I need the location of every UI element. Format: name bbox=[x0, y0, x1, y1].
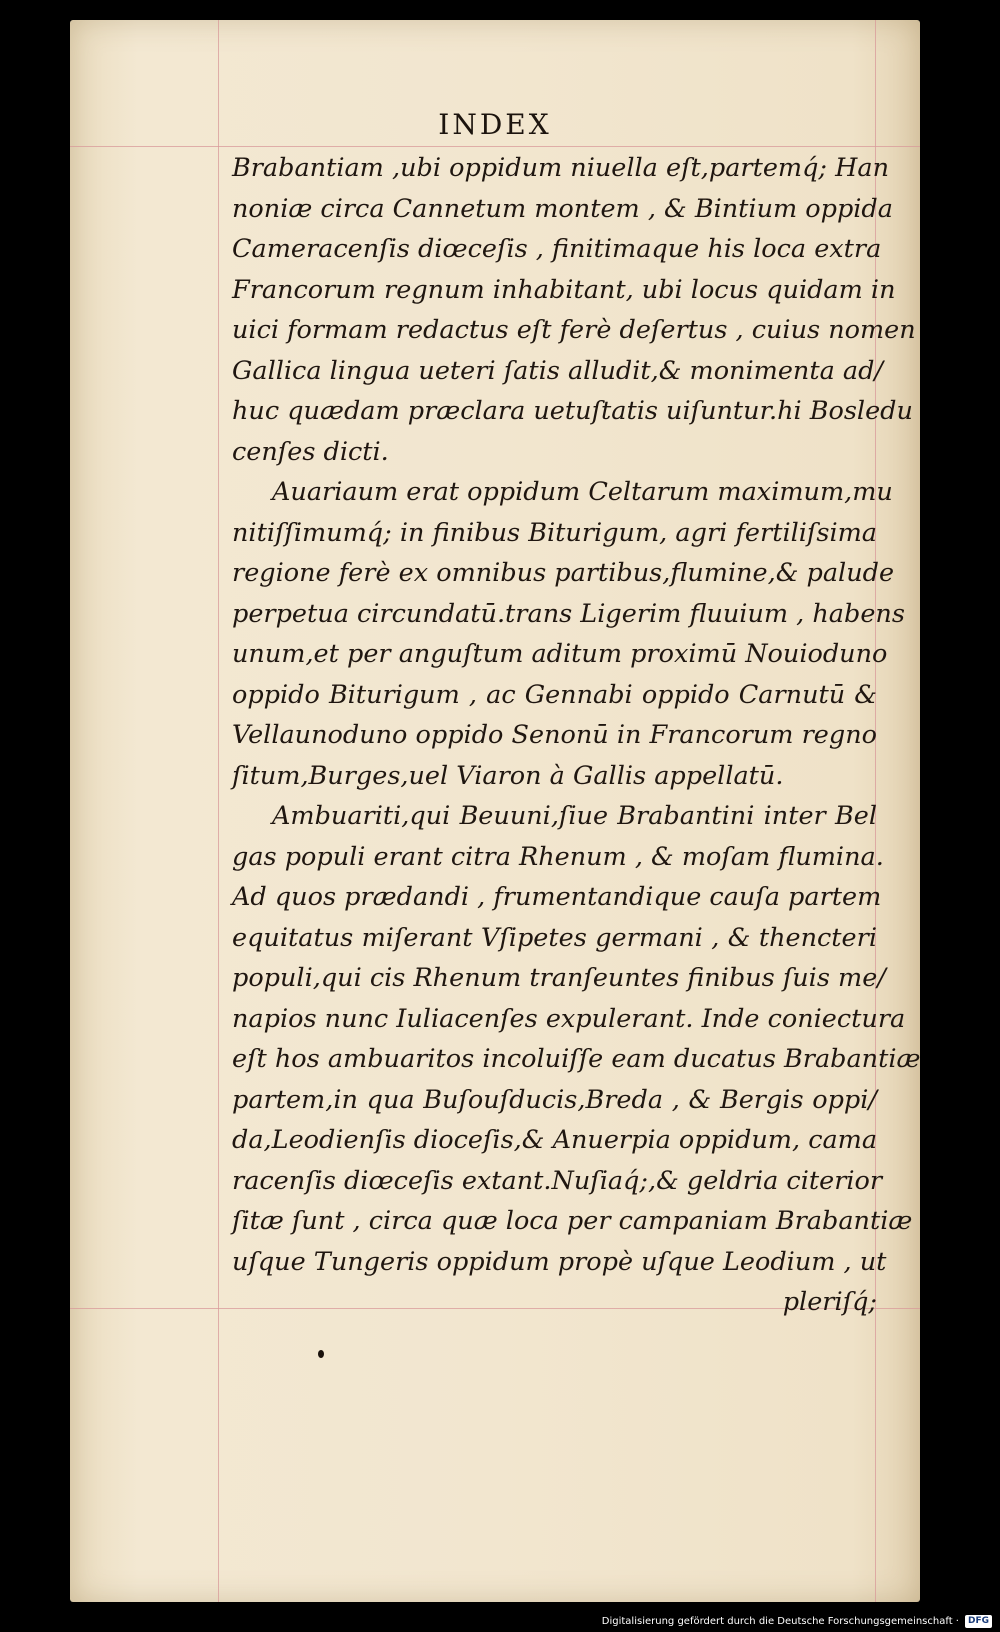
text-line: cenſes dicti. bbox=[232, 436, 389, 467]
text-line: Ad quos prædandi , frumentandique cauſa partem bbox=[232, 882, 882, 912]
text-line: Vellaunoduno oppido Senonū in Francorum regno bbox=[232, 720, 877, 750]
margin-rule-top bbox=[70, 146, 920, 147]
text-line: noniæ circa Cannetum montem , & Bintium oppida bbox=[232, 193, 893, 224]
running-title: INDEX bbox=[438, 108, 552, 141]
text-line: regione ferè ex omnibus partibus,flumine,& palude bbox=[232, 558, 895, 588]
text-line: perpetua circundatū.trans Ligerim fluuium , habens bbox=[232, 598, 905, 629]
text-line: Francorum regnum inhabitant, ubi locus quidam in bbox=[232, 274, 896, 305]
text-line: huc quædam præclara uetuſtatis uiſuntur.hi Bosledu bbox=[232, 396, 913, 426]
margin-rule-left bbox=[218, 20, 219, 1602]
text-line: ſitum,Burges,uel Viaron à Gallis appellatū. bbox=[232, 760, 784, 791]
catchword: pleriſq́; bbox=[782, 1287, 877, 1317]
ink-speck bbox=[318, 1350, 324, 1358]
text-line: unum,et per anguſtum aditum proximū Nouioduno bbox=[232, 639, 888, 669]
text-line: uici formam redactus eſt ferè deſertus , cuius nomen bbox=[232, 315, 916, 345]
book-page bbox=[70, 20, 920, 1602]
text-line: Brabantiam ,ubi oppidum niuella eſt,partemq́; Han bbox=[232, 153, 889, 183]
paragraph-start-line: Auariaum erat oppidum Celtarum maximum,mu bbox=[272, 477, 893, 507]
text-line: oppido Biturigum , ac Gennabi oppido Carnutū & bbox=[232, 679, 877, 710]
text-block bbox=[232, 148, 920, 1323]
text-line: eſt hos ambuaritos incoluiſſe eam ducatus Brabantiæ bbox=[232, 1044, 920, 1074]
footer-credit: Digitalisierung gefördert durch die Deutsche Forschungsgemeinschaft · bbox=[601, 1616, 959, 1627]
text-line: racenſis diœceſis extant.Nuſiaq́;,& geldria citerior bbox=[232, 1165, 883, 1196]
text-line: uſque Tungeris oppidum propè uſque Leodium , ut bbox=[232, 1246, 887, 1277]
digitization-footer bbox=[602, 1615, 992, 1628]
text-line: populi,qui cis Rhenum tranſeuntes finibus ſuis me/ bbox=[232, 963, 886, 993]
text-line: partem,in qua Buſouſducis,Breda , & Bergis oppi/ bbox=[232, 1084, 877, 1115]
paragraph-start-line: Ambuariti,qui Beuuni,ſiue Brabantini inter Bel bbox=[272, 801, 877, 831]
text-line: nitiſſimumq́; in finibus Biturigum, agri fertiliſsima bbox=[232, 517, 877, 548]
text-line: Gallica lingua ueteri ſatis alludit,& monimenta ad/ bbox=[232, 355, 884, 386]
text-line: da,Leodienſis dioceſis,& Anuerpia oppidum, cama bbox=[232, 1125, 878, 1155]
dfg-logo-icon: DFG bbox=[965, 1615, 992, 1628]
text-line: equitatus miſerant Vſipetes germani , & thencteri bbox=[232, 922, 877, 953]
text-line: gas populi erant citra Rhenum , & moſam flumina. bbox=[232, 841, 884, 872]
text-line: Cameracenſis diœceſis , finitimaque his loca extra bbox=[232, 234, 882, 264]
text-line: ſitæ ſunt , circa quæ loca per campaniam Brabantiæ bbox=[232, 1206, 913, 1236]
text-line: napios nunc Iuliacenſes expulerant. Inde coniectura bbox=[232, 1003, 906, 1034]
